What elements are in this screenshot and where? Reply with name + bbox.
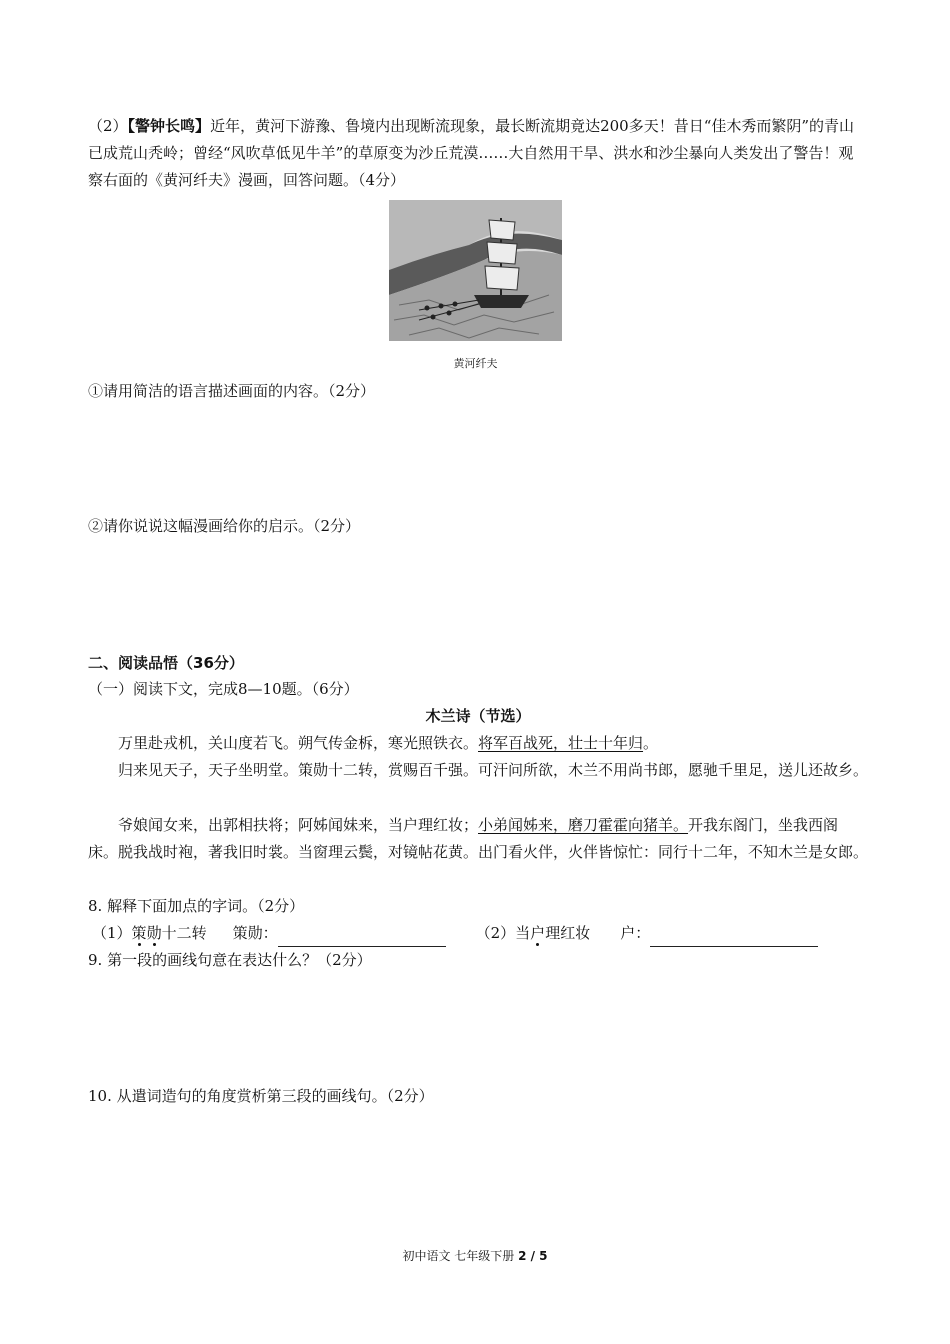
question-9: 9. 第一段的画线句意在表达什么？（2分）	[88, 951, 372, 969]
poem-paragraph-2: 归来见天子，天子坐明堂。策勋十二转，赏赐百千强。可汗问所欲，木兰不用尚书郎，愿驰千里足，送儿还故乡。	[118, 761, 869, 779]
answer-label: 户：	[620, 924, 651, 942]
page-number: 2 / 5	[518, 1249, 548, 1263]
cartoon-image	[389, 200, 562, 341]
section-heading: 二、阅读品悟（36分）	[88, 654, 244, 672]
part-instruction: （一）阅读下文，完成8—10题。（6分）	[88, 680, 359, 698]
answer-blank-1[interactable]	[278, 926, 446, 947]
poem-paragraph-3	[88, 812, 868, 866]
item-text: 当	[515, 924, 531, 942]
poem-paragraph-1	[88, 730, 868, 757]
page-footer	[0, 1247, 950, 1264]
question-10: 10. 从遣词造句的角度赏析第三段的画线句。（2分）	[88, 1087, 434, 1105]
question-tag: 【警钟长鸣】	[127, 117, 211, 135]
question-text: 近年，黄河下游豫、鲁境内出现断流现象，最长断流期竟达200多天！昔日“佳木秀而繁阴”的青山已成荒山秃岭；曾经“风吹草低见牛羊”的草原变为沙丘荒漠……大自然用干旱、洪水和沙尘暴向人类发出了警告！观察右面的《黄河纤夫》漫画，回答问题。（4分）	[88, 117, 855, 189]
poem-text: 开我东阁门，坐我西阁床。脱我战时袍，著我旧时裳。当窗理云鬓，对镜帖花黄。出门看火伴，火伴皆惊忙：同行十二年，不知木兰是女郎。	[88, 816, 869, 861]
poem-text: 爷娘闻女来，出郭相扶将；阿姊闻妹来，当户理红妆；	[118, 816, 479, 834]
dotted-char: 策	[131, 924, 147, 942]
cartoon-caption: 黄河纤夫	[453, 357, 498, 370]
underlined-sentence-3: 小弟闻姊来，磨刀霍霍向猪羊。	[478, 816, 689, 834]
answer-label: 策勋：	[232, 924, 278, 942]
item-text: 理红妆	[545, 924, 591, 942]
question-8-items	[92, 920, 872, 947]
answer-blank-2[interactable]	[650, 926, 818, 947]
poem-title: 木兰诗（节选）	[425, 707, 531, 725]
poem-text: 万里赴戎机，关山度若飞。朔气传金柝，寒光照铁衣。	[118, 734, 479, 752]
question-2-intro	[88, 113, 868, 194]
sub-question-1: ①请用简洁的语言描述画面的内容。（2分）	[88, 382, 376, 400]
question-8: 8. 解释下面加点的字词。（2分）	[88, 897, 305, 915]
dotted-char: 户	[530, 924, 546, 942]
item-number: （1）	[92, 924, 132, 942]
underlined-sentence-1: 将军百战死，壮士十年归	[478, 734, 644, 752]
dotted-char: 勋	[146, 924, 162, 942]
item-number: （2）	[475, 924, 516, 942]
question-number: （2）	[88, 117, 128, 135]
poem-text: 。	[643, 734, 659, 752]
footer-text: 初中语文 七年级下册	[402, 1249, 519, 1263]
sub-question-2: ②请你说说这幅漫画给你的启示。（2分）	[88, 517, 361, 535]
item-text: 十二转	[161, 924, 207, 942]
